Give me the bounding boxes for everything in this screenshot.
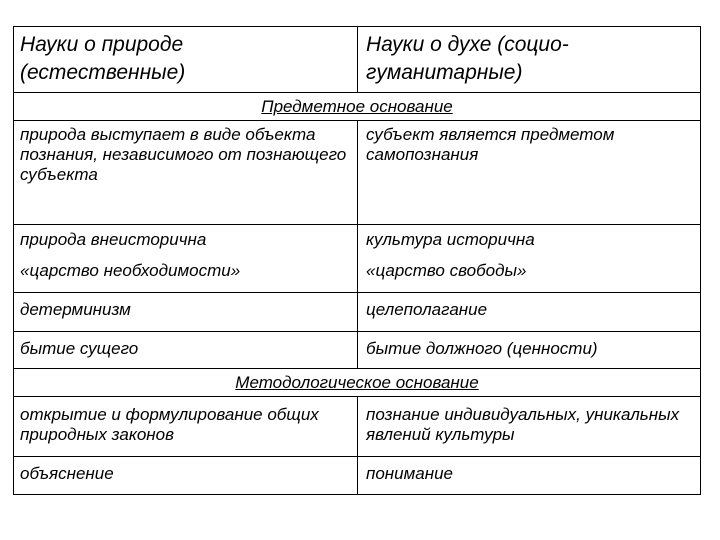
section-title-method: Методологическое основание: [235, 372, 479, 392]
table-header-row: [14, 27, 700, 93]
header-natural-sciences: Науки о природе (естественные): [14, 27, 358, 92]
header-humanities: Науки о духе (социо-гуманитарные): [366, 33, 569, 84]
cell-left: природа внеисторична: [14, 225, 358, 255]
section-row-method: [14, 369, 700, 397]
section-row-subject: [14, 93, 700, 121]
table-row: [14, 121, 700, 225]
table-row: [14, 457, 700, 494]
cell-right: понимание: [366, 464, 453, 483]
cell-left: открытие и формулирование общих природных законов: [14, 397, 358, 456]
comparison-table: [13, 26, 701, 495]
cell-right: целеполагание: [366, 300, 488, 319]
cell-right: бытие должного (ценности): [366, 339, 598, 358]
cell-left: объяснение: [14, 457, 358, 494]
table-row: [14, 397, 700, 457]
cell-right: «царство свободы»: [366, 261, 527, 280]
table-row: [14, 225, 700, 255]
cell-right: познание индивидуальных, уникальных явлений культуры: [366, 405, 680, 444]
cell-left: детерминизм: [14, 293, 358, 331]
table-row: [14, 255, 700, 293]
cell-left: бытие сущего: [14, 332, 358, 368]
table-row: [14, 293, 700, 332]
cell-right: культура исторична: [366, 230, 535, 249]
cell-right: субъект является предметом самопознания: [366, 125, 615, 164]
cell-left: «царство необходимости»: [14, 255, 358, 292]
table-row: [14, 332, 700, 369]
section-title-subject: Предметное основание: [261, 96, 453, 116]
cell-left: природа выступает в виде объекта познания, независимого от познающего субъекта: [14, 121, 358, 224]
